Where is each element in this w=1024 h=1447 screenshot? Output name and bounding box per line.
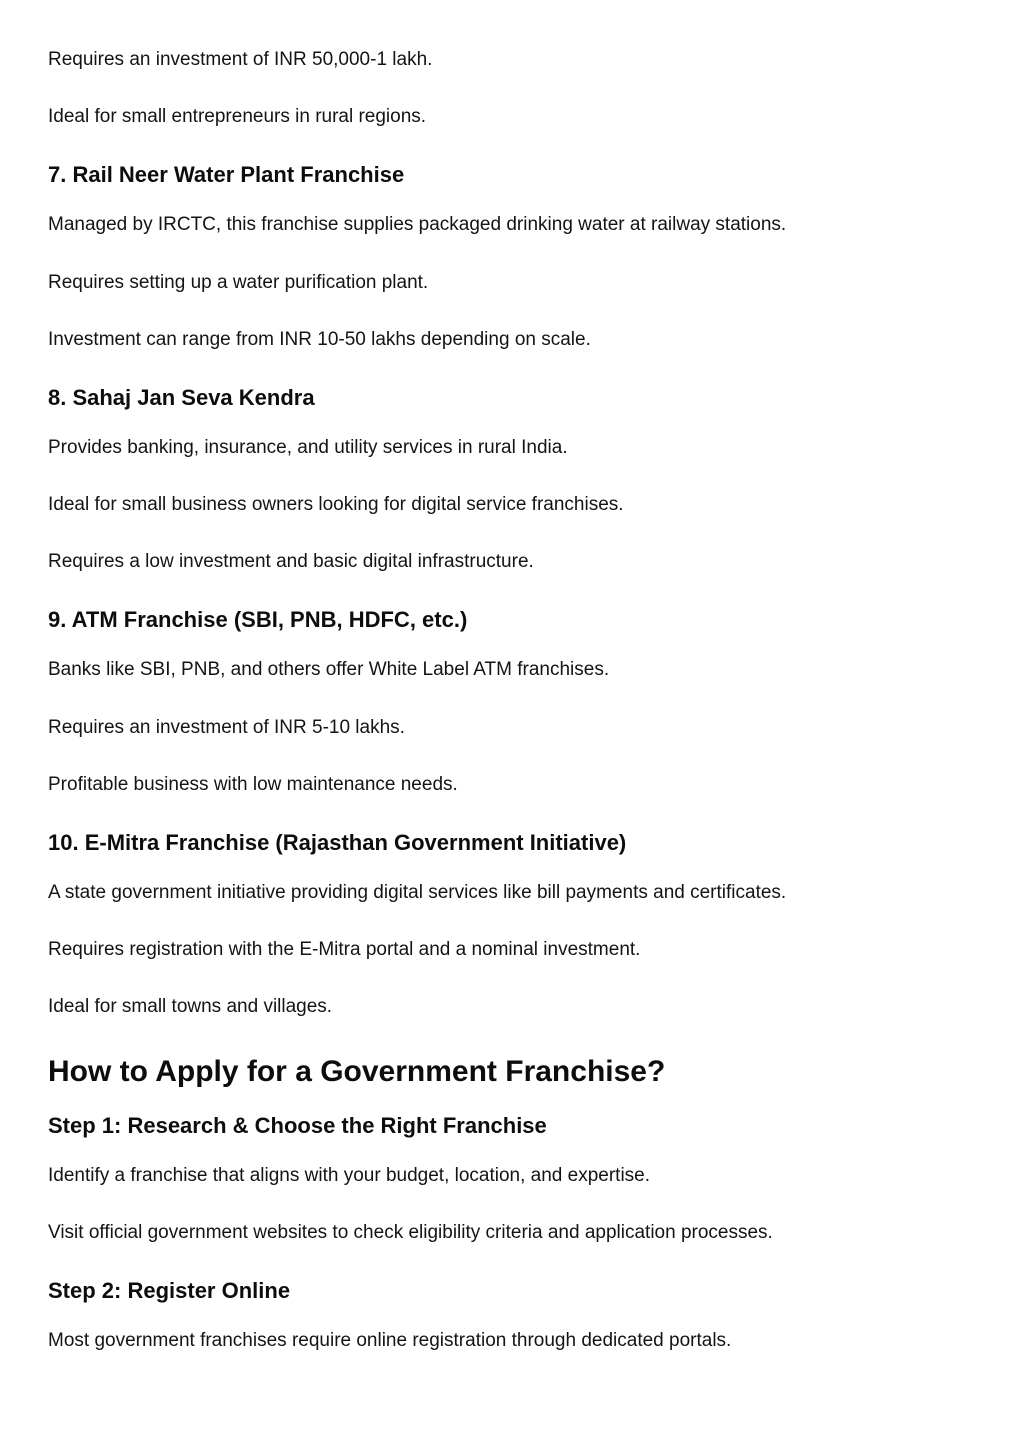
paragraph: Ideal for small towns and villages. (48, 996, 333, 1017)
paragraph: A state government initiative providing digital services like bill payments and certificates. (48, 882, 787, 903)
paragraph: Requires an investment of INR 50,000-1 lakh. (48, 49, 433, 70)
paragraph: Visit official government websites to check eligibility criteria and application processes. (48, 1222, 773, 1243)
section-heading-e-mitra: 10. E-Mitra Franchise (Rajasthan Government Initiative) (48, 830, 627, 855)
paragraph: Most government franchises require online registration through dedicated portals. (48, 1330, 732, 1351)
section-heading-rail-neer: 7. Rail Neer Water Plant Franchise (48, 162, 405, 187)
step-heading-research: Step 1: Research & Choose the Right Franchise (48, 1113, 547, 1138)
paragraph: Investment can range from INR 10-50 lakhs depending on scale. (48, 329, 591, 350)
paragraph: Requires a low investment and basic digital infrastructure. (48, 551, 534, 572)
paragraph: Provides banking, insurance, and utility services in rural India. (48, 437, 568, 458)
paragraph: Ideal for small entrepreneurs in rural regions. (48, 106, 427, 127)
section-title-how-to-apply: How to Apply for a Government Franchise? (48, 1055, 666, 1088)
step-heading-register-online: Step 2: Register Online (48, 1278, 291, 1303)
section-heading-sahaj-jan-seva: 8. Sahaj Jan Seva Kendra (48, 385, 315, 410)
paragraph: Banks like SBI, PNB, and others offer White Label ATM franchises. (48, 659, 610, 680)
paragraph: Requires an investment of INR 5-10 lakhs. (48, 717, 405, 738)
section-heading-atm-franchise: 9. ATM Franchise (SBI, PNB, HDFC, etc.) (48, 607, 468, 632)
paragraph: Requires registration with the E-Mitra portal and a nominal investment. (48, 939, 641, 960)
paragraph: Ideal for small business owners looking for digital service franchises. (48, 494, 624, 515)
paragraph: Identify a franchise that aligns with your budget, location, and expertise. (48, 1165, 651, 1186)
paragraph: Profitable business with low maintenance needs. (48, 774, 458, 795)
paragraph: Managed by IRCTC, this franchise supplies packaged drinking water at railway stations. (48, 214, 787, 235)
paragraph: Requires setting up a water purification plant. (48, 272, 429, 293)
